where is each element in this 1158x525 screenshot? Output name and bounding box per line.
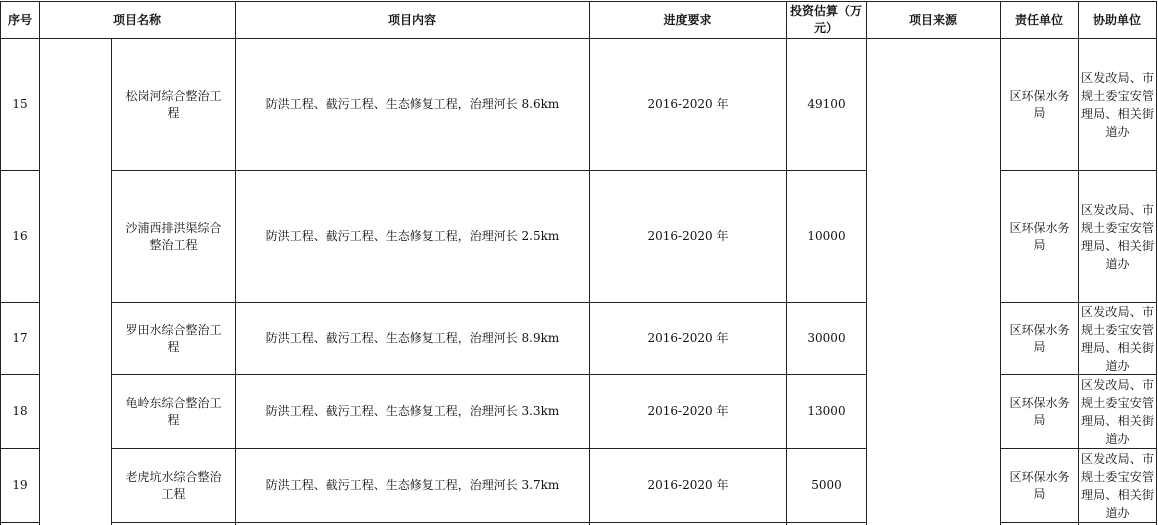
grid-hline	[0, 522, 39, 523]
row-name: 龟岭东综合整治工程	[125, 395, 222, 427]
row-name: 老虎坑水综合整治工程	[125, 469, 222, 501]
row-schedule: 2016-2020 年	[647, 478, 729, 492]
header-name: 项目名称	[112, 12, 161, 27]
row-responsible: 区环保水务局	[1009, 220, 1070, 252]
row-content: 防洪工程、截污工程、生态修复工程，治理河长 8.9km	[265, 331, 560, 345]
row-assisting: 区发改局、市规土委宝安管理局、相关街道办	[1081, 70, 1154, 139]
row-seq: 19	[12, 478, 28, 492]
row-assisting: 区发改局、市规土委宝安管理局、相关街道办	[1081, 304, 1154, 373]
row-assisting: 区发改局、市规土委宝安管理局、相关街道办	[1081, 377, 1154, 446]
row-content: 防洪工程、截污工程、生态修复工程，治理河长 3.3km	[265, 404, 560, 418]
row-responsible: 区环保水务局	[1009, 88, 1070, 120]
row-investment: 13000	[807, 404, 846, 418]
header-schedule: 进度要求	[663, 12, 712, 27]
header-investment: 投资估算（万元）	[790, 4, 863, 35]
header-source: 项目来源	[908, 12, 957, 27]
row-content: 防洪工程、截污工程、生态修复工程，治理河长 3.7km	[265, 478, 560, 492]
row-seq: 15	[12, 97, 28, 111]
row-content: 防洪工程、截污工程、生态修复工程，治理河长 2.5km	[265, 229, 560, 243]
row-responsible: 区环保水务局	[1009, 469, 1070, 501]
row-schedule: 2016-2020 年	[647, 404, 729, 418]
row-schedule: 2016-2020 年	[647, 331, 729, 345]
row-investment: 30000	[807, 331, 846, 345]
row-name: 罗田水综合整治工程	[125, 322, 222, 354]
row-seq: 16	[12, 229, 28, 243]
row-responsible: 区环保水务局	[1009, 395, 1070, 427]
row-investment: 5000	[811, 478, 842, 492]
grid-hline	[111, 522, 867, 523]
row-seq: 17	[12, 331, 28, 345]
row-seq: 18	[12, 404, 28, 418]
header-responsible: 责任单位	[1014, 12, 1063, 27]
grid-vline	[39, 1, 40, 525]
row-investment: 10000	[807, 229, 846, 243]
row-assisting: 区发改局、市规土委宝安管理局、相关街道办	[1081, 202, 1154, 271]
row-responsible: 区环保水务局	[1009, 322, 1070, 354]
grid-vline	[1156, 1, 1157, 525]
row-content: 防洪工程、截污工程、生态修复工程，治理河长 8.6km	[265, 97, 560, 111]
header-content: 项目内容	[387, 12, 436, 27]
row-assisting: 区发改局、市规土委宝安管理局、相关街道办	[1081, 451, 1154, 520]
header-seq: 序号	[7, 12, 32, 27]
row-investment: 49100	[807, 97, 846, 111]
row-schedule: 2016-2020 年	[647, 229, 729, 243]
header-assisting: 协助单位	[1092, 12, 1141, 27]
row-name: 松岗河综合整治工程	[125, 88, 222, 120]
row-name: 沙浦西排洪渠综合整治工程	[125, 220, 222, 252]
grid-vline	[866, 1, 867, 525]
row-schedule: 2016-2020 年	[647, 97, 729, 111]
